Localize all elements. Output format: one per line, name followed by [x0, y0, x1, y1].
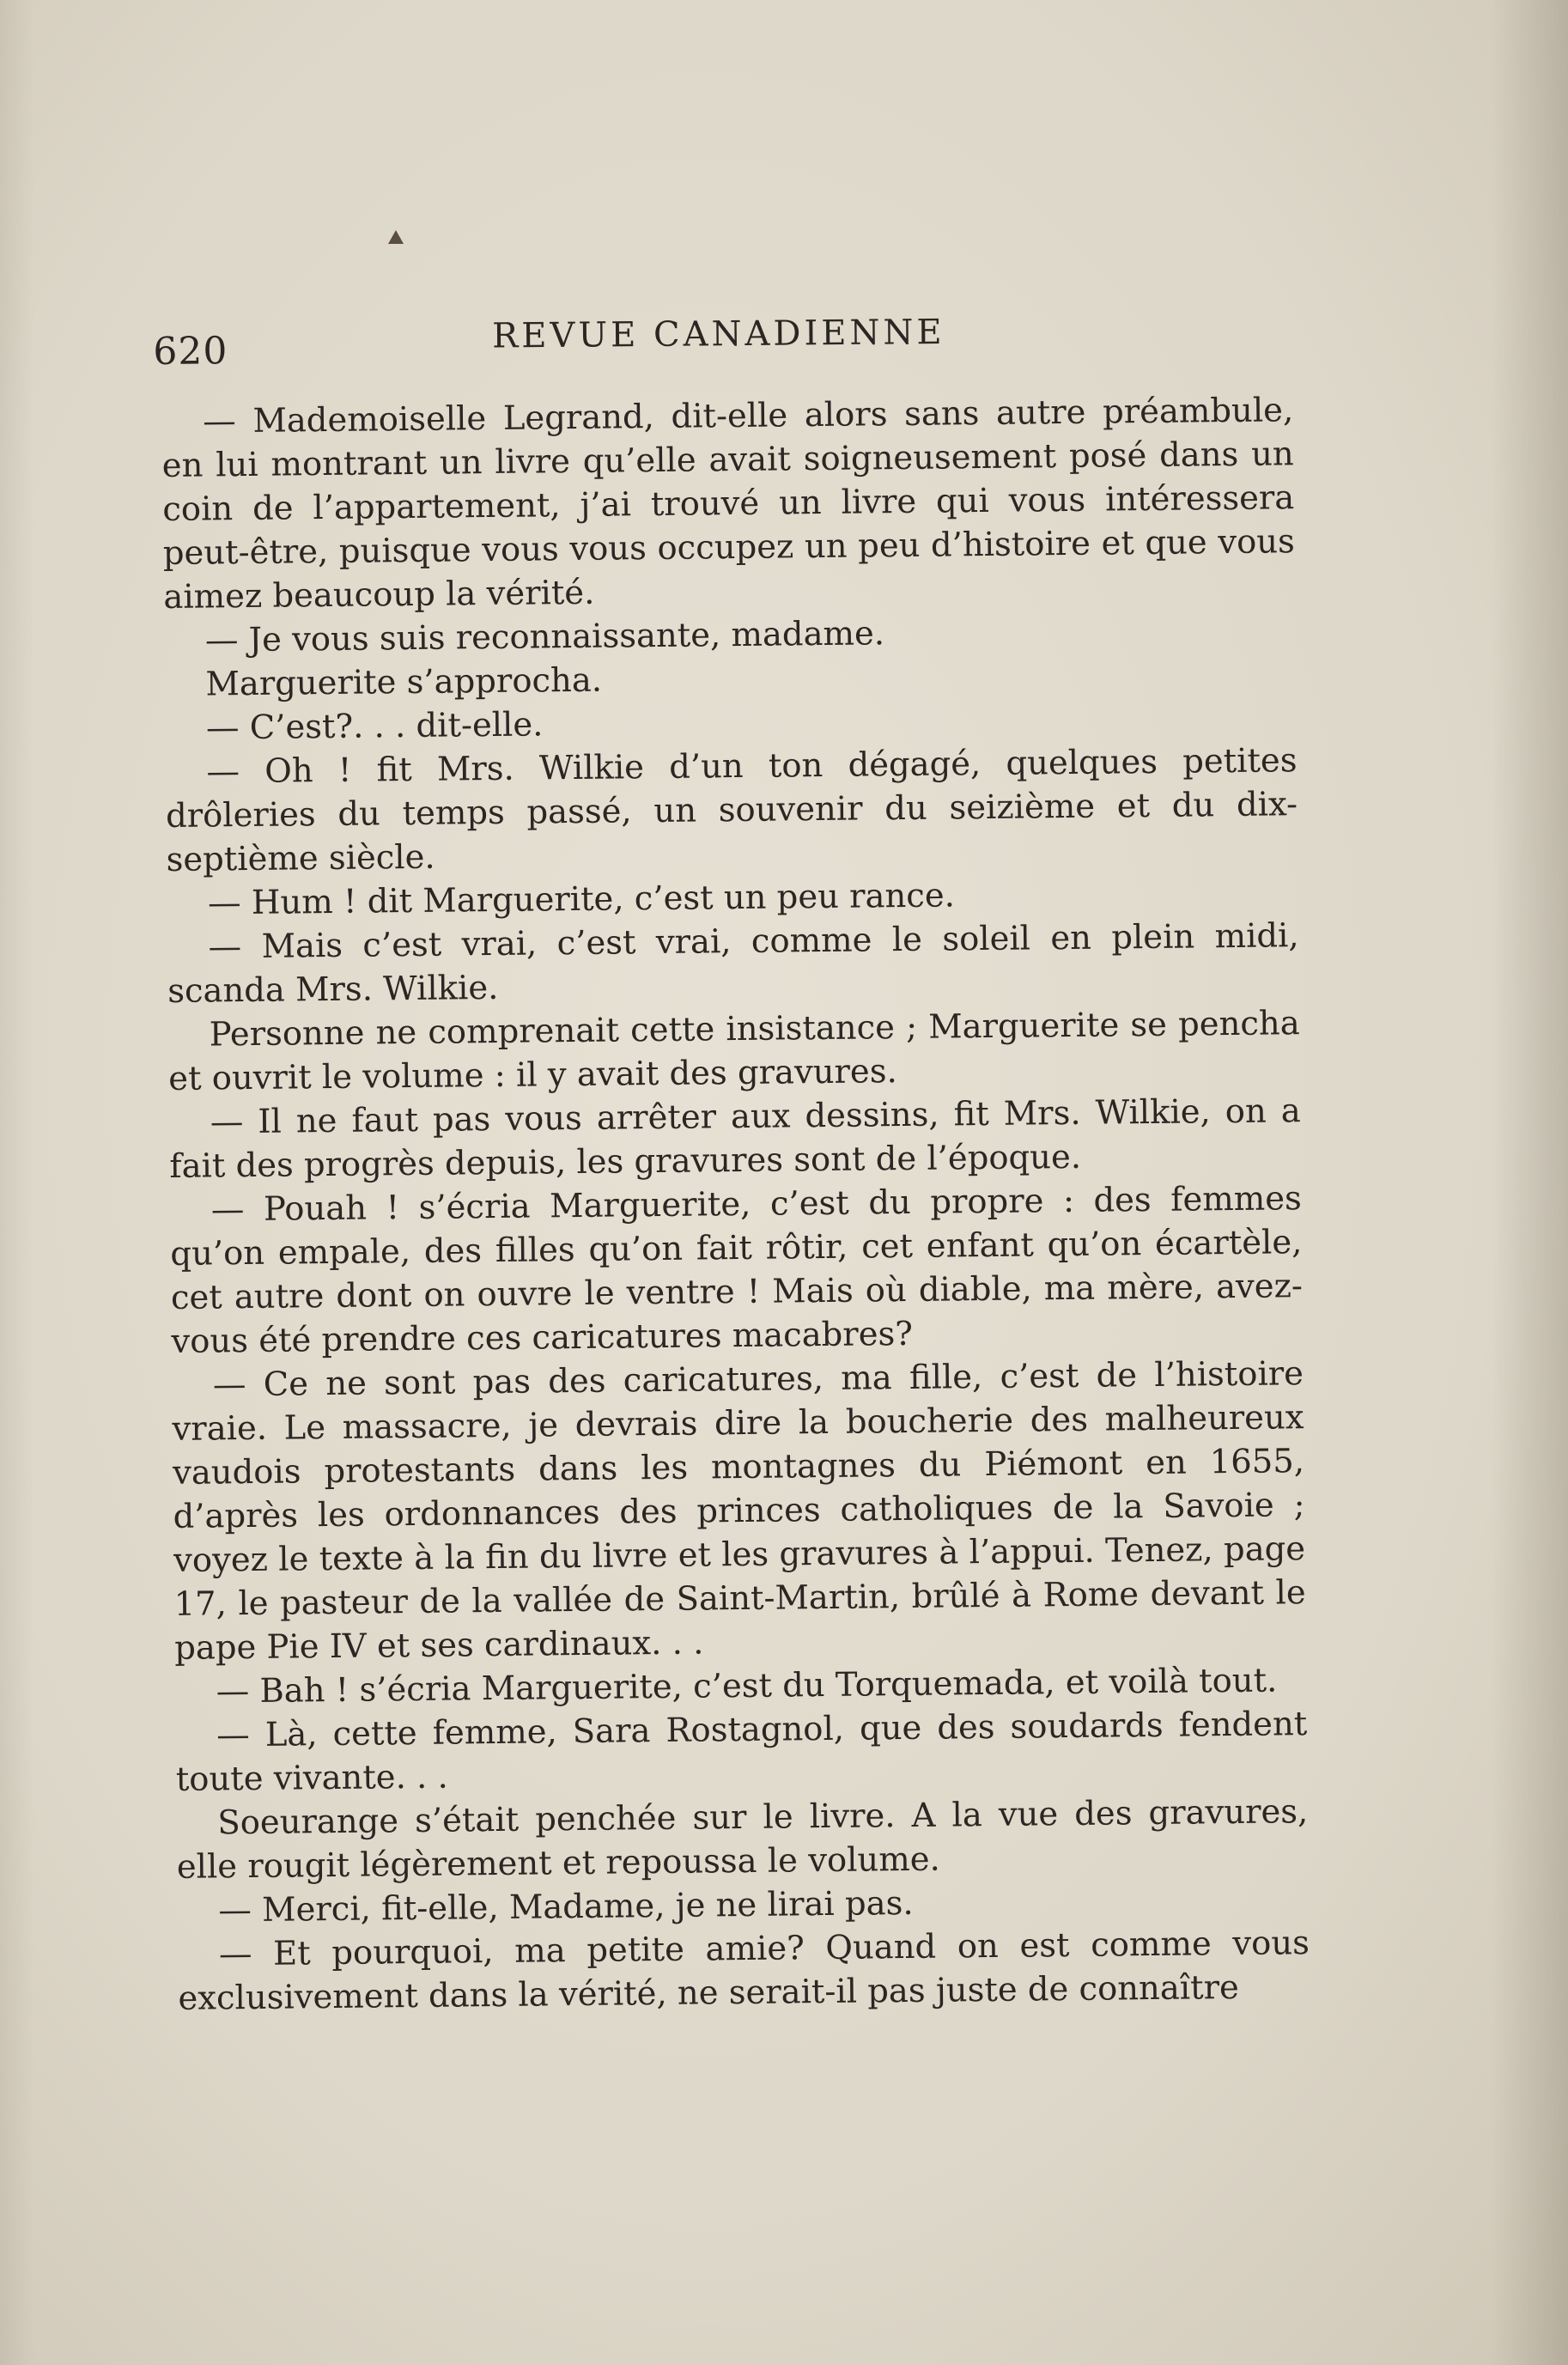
paragraph: — Et pourquoi, ma petite amie? Quand on est comme vous exclusivement dans la vérité, ne serait-il pas juste de connaître — [178, 1924, 1310, 2018]
running-title: REVUE CANADIENNE — [491, 312, 945, 356]
paragraph: — Merci, fit-elle, Madame, je ne lirai pas. — [218, 1883, 914, 1930]
paragraph: — Mais c’est vrai, c’est vrai, comme le soleil en plein midi, scanda Mrs. Wilkie. — [167, 916, 1299, 1011]
paragraph: — Bah ! s’écria Marguerite, c’est du Torquemada, et voilà tout. — [216, 1661, 1278, 1711]
paragraph: — Oh ! fit Mrs. Wilkie d’un ton dégagé, quelques petites drôleries du temps passé, un souvenir du seizième et du dix-septième siècle. — [165, 741, 1298, 879]
paragraph: — Là, cette femme, Sara Rostagnol, que des soudards fendent toute vivante. . . — [175, 1705, 1308, 1799]
paragraph: — C’est?. . . dit-elle. — [205, 705, 544, 748]
body-text — [161, 388, 1310, 2021]
paragraph: Personne ne comprenait cette insistance ; Marguerite se pencha et ouvrit le volume : il y avait des gravures. — [168, 1004, 1300, 1098]
paragraph: — Mademoiselle Legrand, dit-elle alors sans autre préambule, en lui montrant un livre qu’elle avait soigneusement posé dans un coin de l’appartement, j’ai trouvé un livre qui vous intéressera peut-être, puisque vous vous occupez un peu d’histoire et que vous aimez beaucoup la vérité. — [161, 391, 1296, 617]
paragraph: Marguerite s’approcha. — [205, 660, 603, 704]
gutter-shadow — [0, 0, 34, 2365]
ink-speck-mark — [388, 230, 404, 244]
paragraph: — Hum ! dit Marguerite, c’est un peu rance. — [207, 876, 956, 923]
paragraph: — Pouah ! s’écria Marguerite, c’est du propre : des femmes qu’on empale, des filles qu’on fait rôtir, cet enfant qu’on écartèle, cet autre dont on ouvre le ventre ! Mais où diable, ma mère, avez-vous été prendre ces caricatures macabres? — [170, 1179, 1304, 1361]
paragraph: — Ce ne sont pas des caricatures, ma fille, c’est de l’histoire vraie. Le massacre, je devrais dire la boucherie des malheureux vaudois protestants dans les montagnes du Piémont en 1655, d’après les ordonnances des princes catholiques de la Savoie ; voyez le texte à la fin du livre et les gravures à l’appui. Tenez, page 17, le pasteur de la vallée de Saint-Martin, brûlé à Rome devant le pape Pie IV et ses cardinaux. . . — [172, 1354, 1306, 1668]
page-number: 620 — [153, 329, 228, 374]
paragraph: — Je vous suis reconnaissante, madame. — [204, 614, 885, 660]
paragraph: — Il ne faut pas vous arrêter aux dessins, fit Mrs. Wilkie, on a fait des progrès depuis, les gravures sont de l’époque. — [169, 1091, 1301, 1186]
paragraph: Soeurange s’était penchée sur le livre. A la vue des gravures, elle rougit légèrement et repoussa le volume. — [176, 1792, 1309, 1887]
page-header — [153, 309, 1322, 380]
page-edge-shadow — [1491, 0, 1568, 2365]
